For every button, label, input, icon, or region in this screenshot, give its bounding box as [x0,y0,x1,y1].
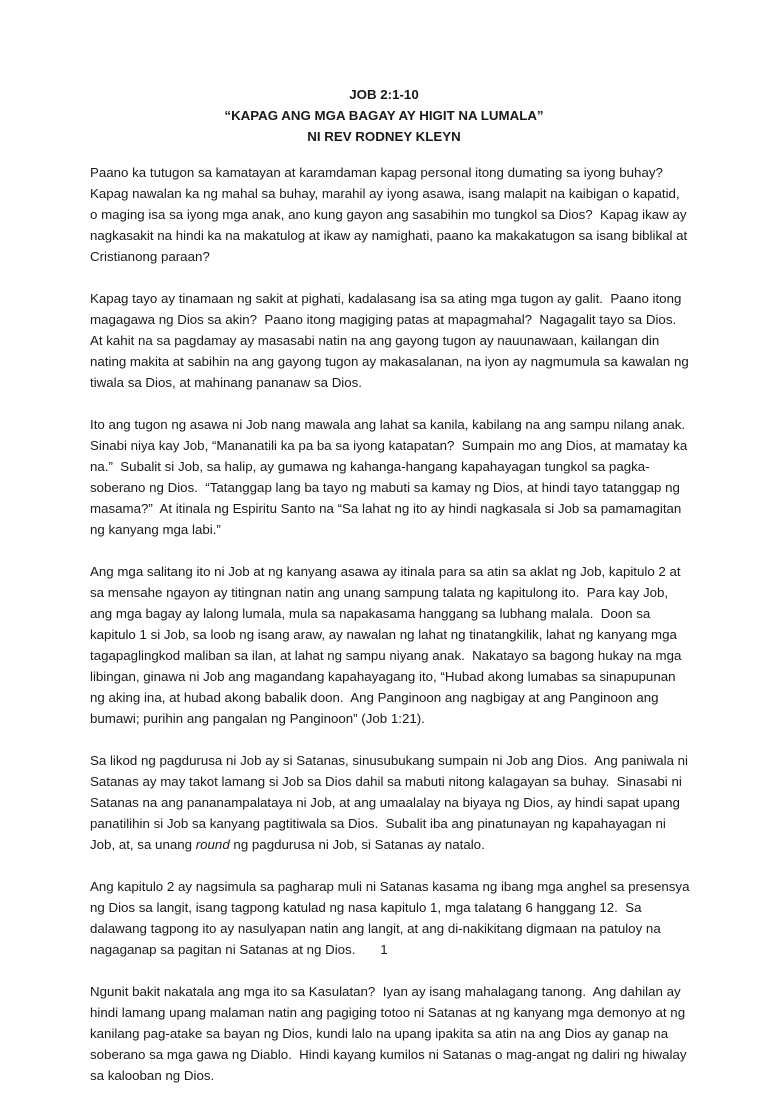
paragraph-text: Kapag tayo ay tinamaan ng sakit at pighati, kadalasang isa sa ating mga tugon ay galit. Paano itong magagawa ng Dios sa akin? Paano itong magiging patas at mapagmahal? Nagagalit tayo sa Dios. At kahit na sa pagdamay ay masasabi natin na ang gayong tugon ay nauunawaan, kailangan din nating makita at sabihin na ang gayong tugon ay makasalanan, na iyon ay nagmumula sa kawalan ng tiwala sa Dios, at mahinang pananaw sa Dios. [90,291,693,390]
paragraph [90,750,690,855]
paragraph-text: Ngunit bakit nakatala ang mga ito sa Kasulatan? Iyan ay isang mahalagang tanong. Ang dahilan ay hindi lamang upang malaman natin ang pagiging totoo ni Satanas at ng kanyang mga demonyo at ng kanilang pag-atake sa bayan ng Dios, kundi lalo na upang ipakita sa atin na ang Dios ay ganap na soberano sa mga gawa ng Diablo. Hindi kayang kumilos ni Satanas o mag-angat ng daliri ng hiwalay sa kalooban ng Dios. [90,984,691,1083]
body-text [90,162,694,1107]
paragraph-text: Ang mga salitang ito ni Job at ng kanyang asawa ay itinala para sa atin sa aklat ng Job, kapitulo 2 at sa mensahe ngayon ay titingnan natin ang unang sampung talata ng kapitulong ito. Para kay Job, ang mga bagay ay lalong lumala, mula sa napakasama hanggang sa lubhang malala. Doon sa kapitulo 1 si Job, sa loob ng isang araw, ay nawalan ng lahat ng tinatangkilik, lahat ng kanyang mga tagapaglingkod maliban sa ilan, at lahat ng sampu niyang anak. Nakatayo sa bagong hukay na mga libingan, ginawa ni Job ang magandang kapahayagang ito, “Hubad akong lumabas sa sinapupunan ng aking ina, at hubad akong babalik doon. Ang Panginoon ang nagbigay at ang Panginoon ang bumawi; purihin ang pangalan ng Panginoon” (Job 1:21). [90,564,686,726]
sermon-title: “KAPAG ANG MGA BAGAY AY HIGIT NA LUMALA” [224,108,544,123]
paragraph-text: Ang kapitulo 2 ay nagsimula sa pagharap muli ni Satanas kasama ng ibang mga anghel sa presensya ng Dios sa langit, isang tagpong katulad ng nasa kapitulo 1, mga talatang 6 hanggang 12. Sa dalawang tagpong ito ay nasulyapan natin ang langit, at ang di-nakikitang digmaan na patuloy na nagaganap sa pagitan ni Satanas at ng Dios. [90,879,694,957]
paragraph-text: Paano ka tutugon sa kamatayan at karamdaman kapag personal itong dumating sa iyong buhay? Kapag nawalan ka ng mahal sa buhay, marahil ay iyong asawa, isang malapit na kaibigan o kapatid, o maging isa sa iyong mga anak, ano kung gayon ang sasabihin mo tungkol sa Dios? Kapag ikaw ay nagkasakit na hindi ka na makatulog at ikaw ay namighati, paano ka makakatugon sa isang biblikal at Cristianong paraan? [90,165,691,264]
sermon-author: NI REV RODNEY KLEYN [307,129,461,144]
page-number: 1 [380,942,388,957]
paragraph [90,288,693,393]
paragraph [90,981,690,1086]
scripture-reference: JOB 2:1-10 [349,87,419,102]
paragraph [90,162,690,267]
title-block [0,84,768,147]
paragraph-text-after: ng pagdurusa ni Job, si Satanas ay natalo. [229,837,485,852]
paragraph-text: Ito ang tugon ng asawa ni Job nang mawala ang lahat sa kanila, kabilang na ang sampu nilang anak. Sinabi niya kay Job, “Mananatili ka pa ba sa iyong katapatan? Sumpain mo ang Dios, at mamatay ka na.” Subalit si Job, sa halip, ay gumawa ng kahanga-hangang kapahayagan tungkol sa pagka-soberano ng Dios. “Tatanggap lang ba tayo ng mabuti sa kamay ng Dios, at hindi tayo tatanggap ng masama?” At itinala ng Espiritu Santo na “Sa lahat ng ito ay hindi nagkasala si Job sa pamamagitan ng kanyang mga labi.” [90,417,693,537]
italic-word: round [195,837,230,852]
paragraph [90,561,690,729]
paragraph-text-before: Sa likod ng pagdurusa ni Job ay si Satanas, sinusubukang sumpain ni Job ang Dios. Ang paniwala ni Satanas ay may takot lamang si Job sa Dios dahil sa mabuti nitong kalagayan sa buhay. Sinasabi ni Satanas na ang pananampalataya ni Job, at ang umaalalay na biyaya ng Dios, ay hindi sapat upang panatilihin si Job sa kanyang pagtitiwala sa Dios. Subalit iba ang pinatunayan ng kapahayagan ni Job, at, sa unang [90,753,692,852]
paragraph [90,414,693,540]
